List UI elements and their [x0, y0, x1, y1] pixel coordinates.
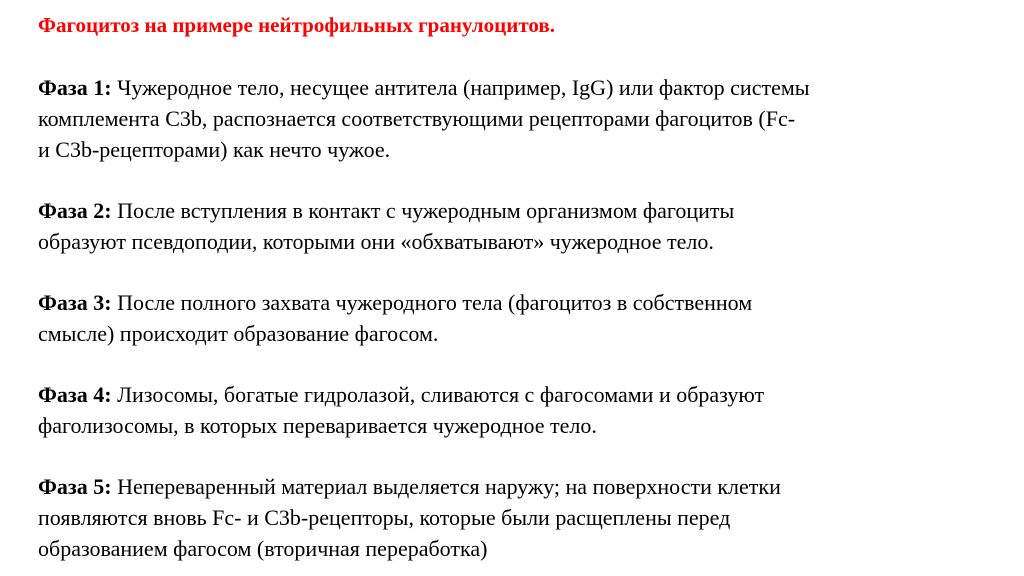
phase-1-text-line-1: Чужеродное тело, несущее антитела (например, IgG) или фактор системы: [117, 75, 810, 100]
phase-1-text-line-3: и C3b-рецепторами) как нечто чужое.: [38, 137, 391, 162]
phase-3-label: Фаза 3:: [38, 290, 112, 315]
phase-4-text-line-1: Лизосомы, богатые гидролазой, сливаются с фагосомами и образуют: [117, 382, 765, 407]
phase-3-text-line-1: После полного захвата чужеродного тела (фагоцитоз в собственном: [117, 290, 753, 315]
phase-1-label: Фаза 1:: [38, 75, 112, 100]
phase-4: [38, 379, 998, 441]
phase-2-text-line-1: После вступления в контакт с чужеродным организмом фагоциты: [117, 198, 735, 223]
phase-3-text-line-2: смысле) происходит образование фагосом.: [38, 321, 439, 346]
phase-2-label: Фаза 2:: [38, 198, 112, 223]
slide-content: [38, 10, 998, 564]
phase-1: [38, 72, 998, 165]
phase-5: [38, 471, 998, 564]
phase-4-text-line-2: фаголизосомы, в которых переваривается чужеродное тело.: [38, 413, 597, 438]
phase-5-text-line-1: Непереваренный материал выделяется наружу; на поверхности клетки: [117, 474, 781, 499]
phase-1-text-line-2: комплемента C3b, распознается соответствующими рецепторами фагоцитов (Fc-: [38, 106, 796, 131]
phase-4-label: Фаза 4:: [38, 382, 112, 407]
slide-title: Фагоцитоз на примере нейтрофильных гранулоцитов.: [38, 13, 555, 37]
phase-2: [38, 195, 998, 257]
phase-2-text-line-2: образуют псевдоподии, которыми они «обхватывают» чужеродное тело.: [38, 229, 714, 254]
phase-5-text-line-2: появляются вновь Fc- и C3b-рецепторы, которые были расщеплены перед: [38, 505, 731, 530]
phase-3: [38, 287, 998, 349]
phase-5-text-line-3: образованием фагосом (вторичная переработка): [38, 536, 488, 561]
phase-5-label: Фаза 5:: [38, 474, 112, 499]
